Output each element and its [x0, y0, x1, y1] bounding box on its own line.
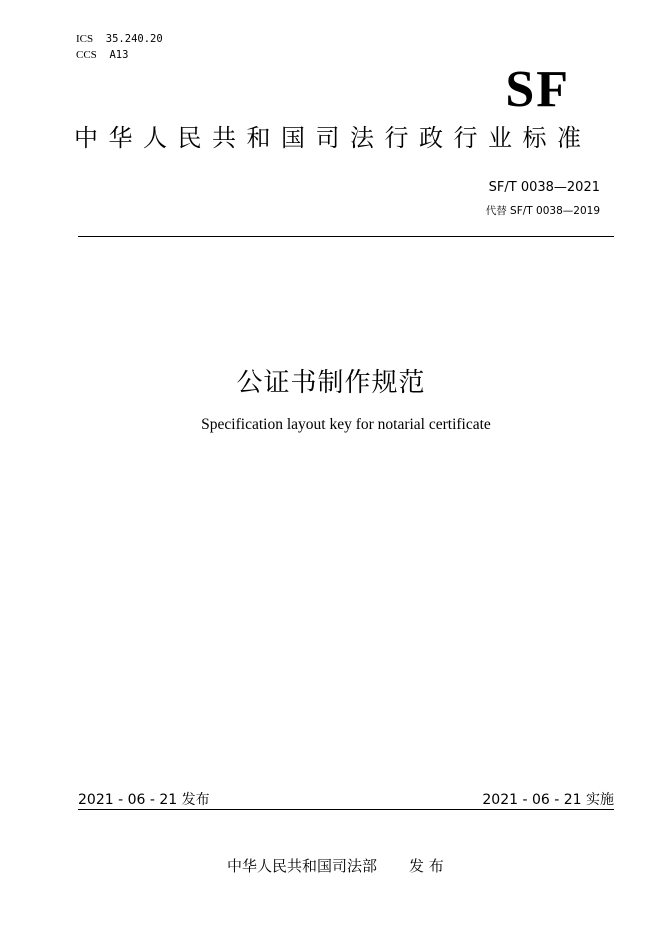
ics-label: ICS	[76, 33, 94, 45]
classification-codes	[76, 31, 163, 63]
sf-logo: SF	[505, 61, 570, 118]
ccs-label: CCS	[76, 49, 97, 61]
ics-value: 35.240.20	[105, 33, 163, 45]
replaces-note: 代替 SF/T 0038—2019	[485, 205, 600, 217]
standard-type-heading: 中华人民共和国司法行政行业标准	[74, 124, 592, 152]
document-title-en: Specification layout key for notarial certificate	[201, 416, 491, 433]
footer-divider	[78, 809, 614, 810]
issuer-name: 中华人民共和国司法部	[227, 857, 378, 875]
implementation-date: 2021 - 06 - 21 实施	[482, 792, 614, 808]
ccs-value: A13	[109, 49, 129, 61]
ccs-line	[76, 47, 163, 63]
issuer-line	[227, 855, 444, 876]
document-title-zh: 公证书制作规范	[236, 368, 426, 398]
issuer-action: 发 布	[409, 857, 444, 875]
issue-date: 2021 - 06 - 21 发布	[78, 792, 210, 808]
ics-line	[76, 31, 163, 47]
header-divider	[78, 236, 614, 237]
standard-code: SF/T 0038—2021	[488, 180, 600, 195]
